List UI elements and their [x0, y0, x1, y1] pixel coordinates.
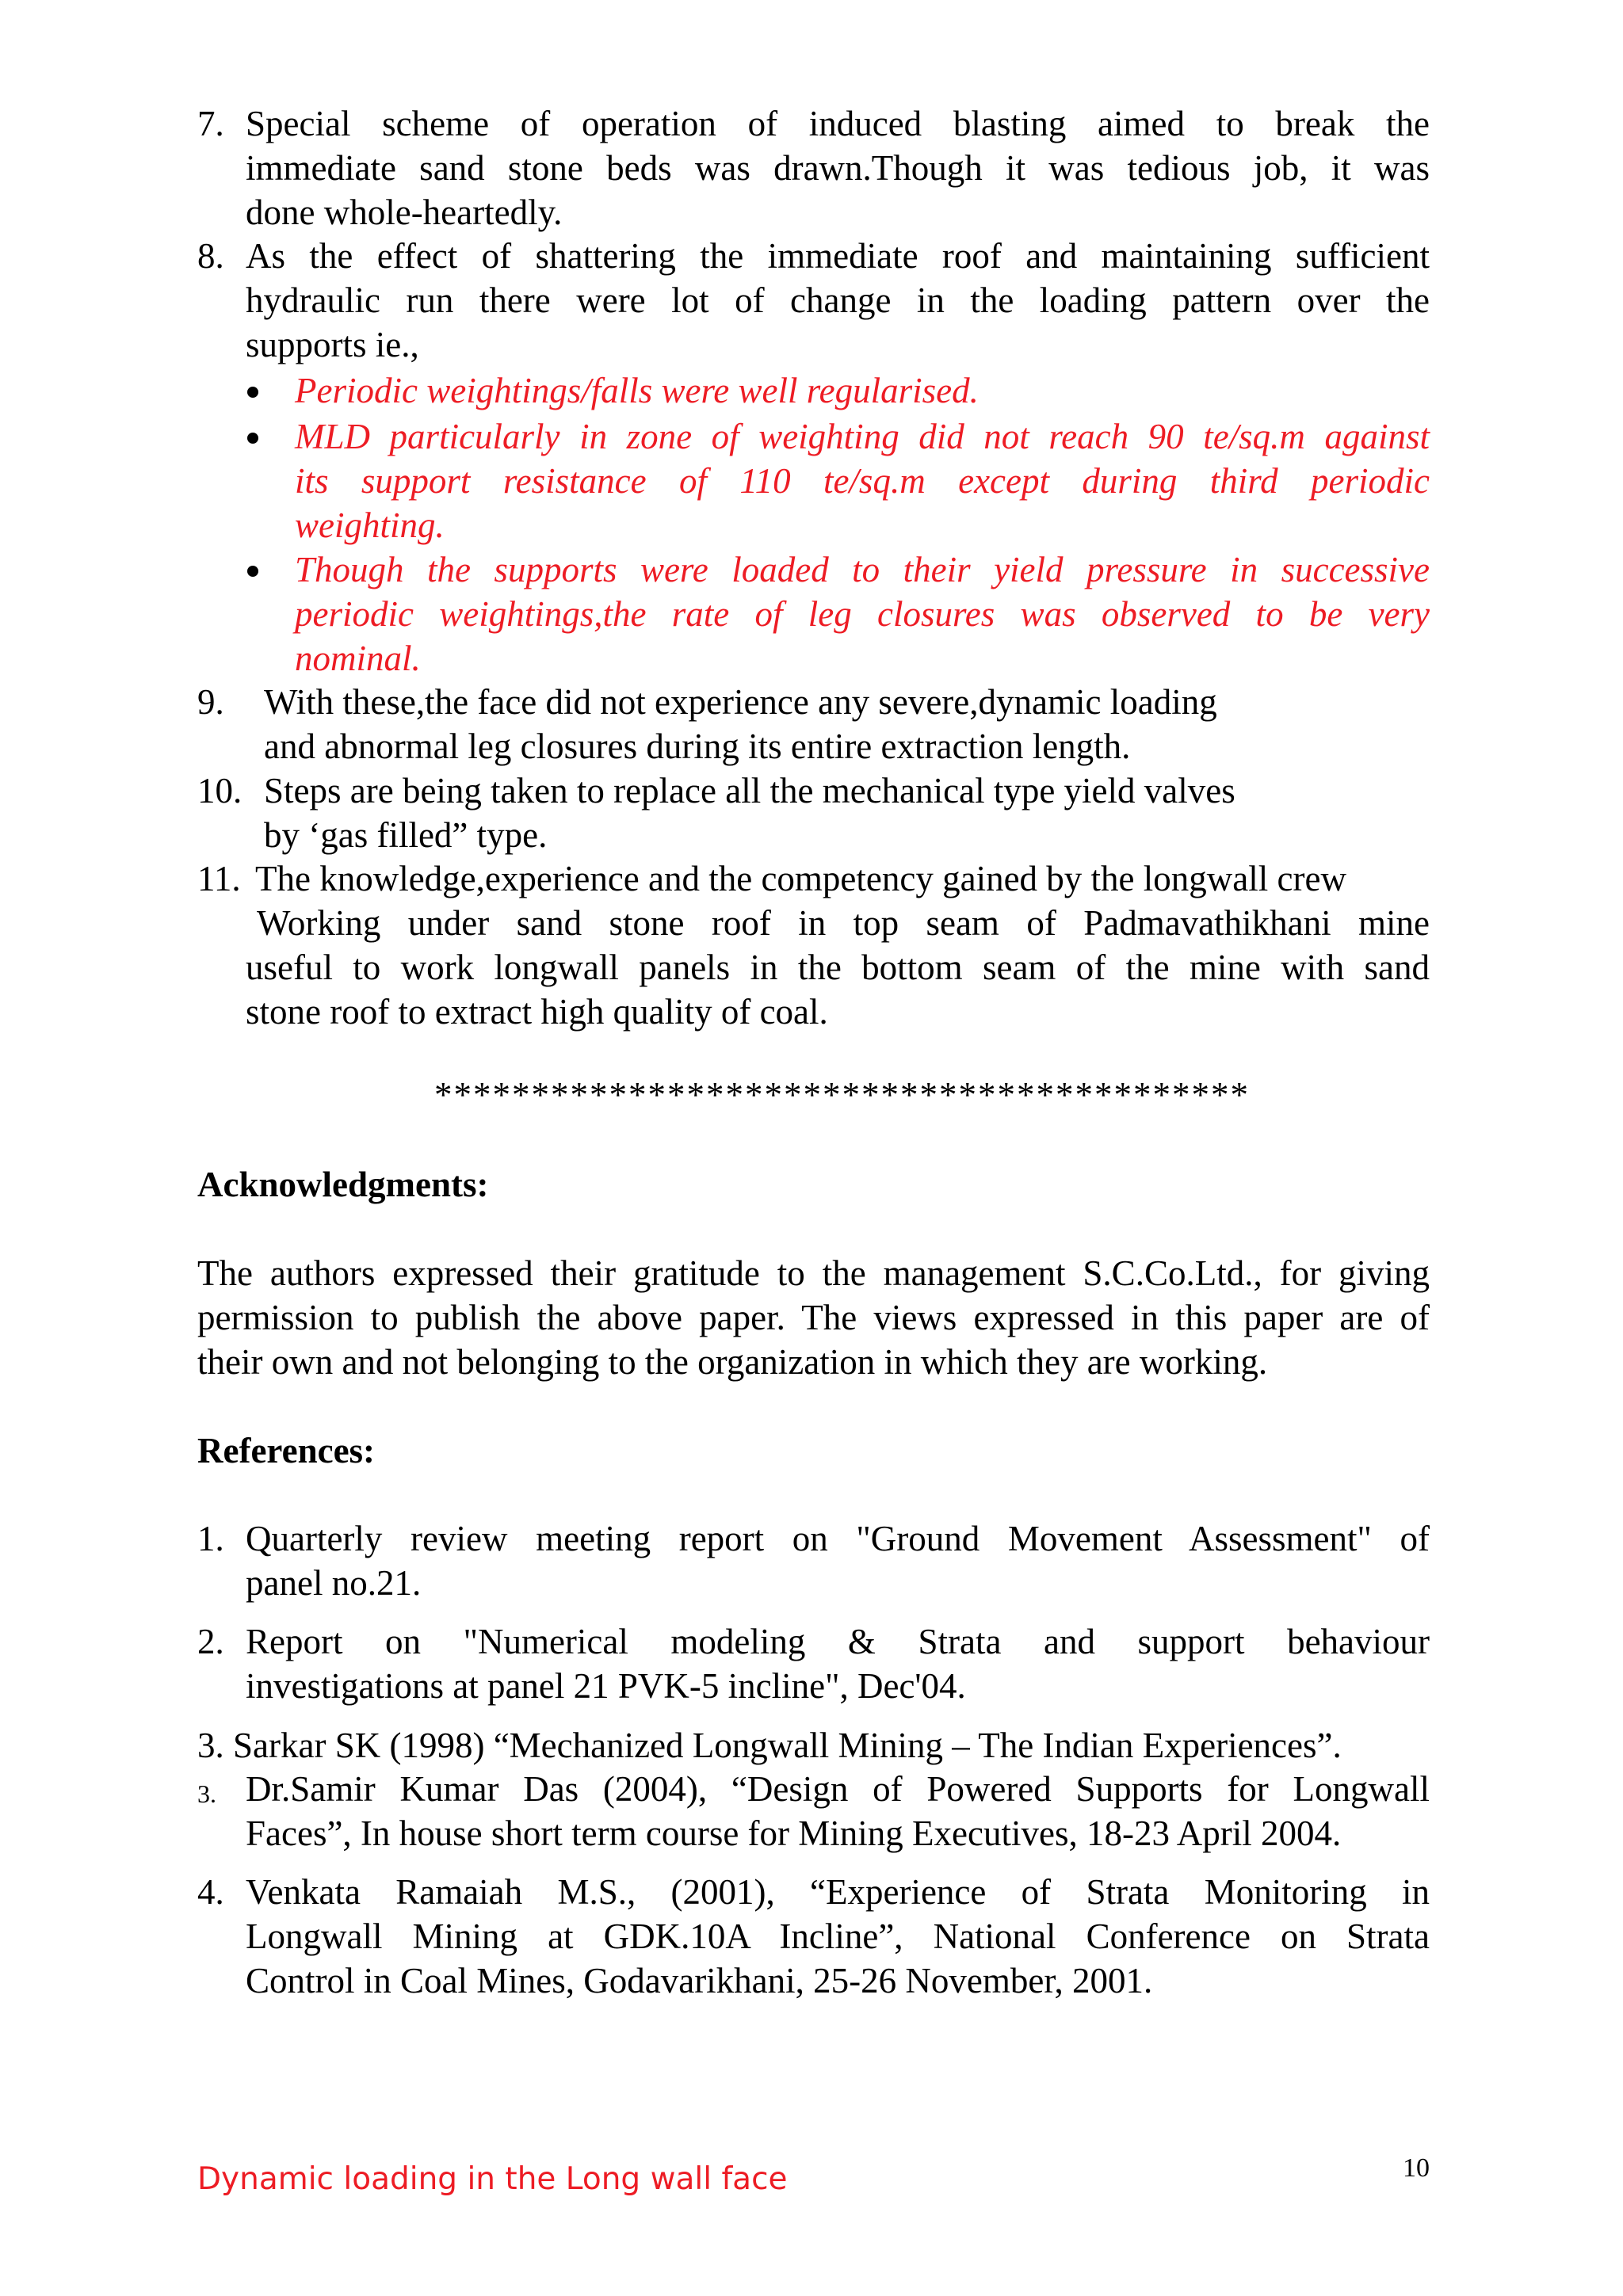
references-heading: References: — [197, 1431, 376, 1470]
bullet-text: periodic weightings,the rate of leg closures was observed to be very — [295, 594, 1430, 634]
bullet-text: Though the supports were loaded to their yield pressure in successive — [295, 550, 1430, 589]
acknowledgments-text: The authors expressed their gratitude to the management S.C.Co.Ltd., for giving — [197, 1253, 1430, 1293]
list-item-text: and abnormal leg closures during its entire extraction length. — [264, 727, 1131, 766]
reference-number: 3. — [197, 1779, 216, 1808]
list-item-text: useful to work longwall panels in the bottom seam of the mine with sand — [246, 948, 1430, 987]
bullet-icon — [247, 387, 258, 398]
reference-text: Venkata Ramaiah M.S., (2001), “Experience of Strata Monitoring in — [246, 1872, 1430, 1912]
footer-title: Dynamic loading in the Long wall face — [197, 2161, 788, 2197]
list-item-text: by ‘gas filled” type. — [264, 815, 548, 855]
reference-item: 3. Sarkar SK (1998) “Mechanized Longwall Mining – The Indian Experiences”. — [197, 1726, 1342, 1765]
reference-text: Control in Coal Mines, Godavarikhani, 25-26 November, 2001. — [246, 1961, 1153, 2000]
reference-text: Faces”, In house short term course for Mining Executives, 18-23 April 2004. — [246, 1814, 1342, 1853]
list-item-text: With these,the face did not experience any severe,dynamic loading — [264, 682, 1217, 722]
section-separator: ****************************************** — [434, 1075, 1250, 1115]
acknowledgments-text: permission to publish the above paper. The views expressed in this paper are of — [197, 1298, 1430, 1337]
list-number: 7. — [197, 104, 224, 143]
list-item-text: done whole-heartedly. — [246, 193, 563, 232]
reference-text: Longwall Mining at GDK.10A Incline”, National Conference on Strata — [246, 1917, 1430, 1956]
acknowledgments-text: their own and not belonging to the organization in which they are working. — [197, 1342, 1268, 1382]
bullet-text: nominal. — [295, 639, 421, 678]
list-number: 11. — [197, 859, 241, 898]
reference-text: Report on "Numerical modeling & Strata and support behaviour — [246, 1622, 1430, 1661]
bullet-icon — [247, 433, 258, 444]
list-item-text: The knowledge,experience and the competency gained by the longwall crew — [255, 859, 1346, 898]
list-item-text: Working under sand stone roof in top seam of Padmavathikhani mine — [257, 903, 1430, 943]
reference-text: Quarterly review meeting report on "Ground Movement Assessment" of — [246, 1519, 1430, 1558]
bullet-text: MLD particularly in zone of weighting did not reach 90 te/sq.m against — [295, 417, 1430, 456]
list-item-text: immediate sand stone beds was drawn.Though it was tedious job, it was — [246, 148, 1430, 188]
reference-number: 2. — [197, 1622, 224, 1661]
reference-number: 4. — [197, 1872, 224, 1912]
list-item-text: Special scheme of operation of induced blasting aimed to break the — [246, 104, 1430, 143]
list-item-text: As the effect of shattering the immediate roof and maintaining sufficient — [246, 236, 1430, 276]
page-number: 10 — [1403, 2153, 1430, 2183]
acknowledgments-heading: Acknowledgments: — [197, 1165, 489, 1204]
list-item-text: Steps are being taken to replace all the mechanical type yield valves — [264, 771, 1235, 810]
list-item-text: stone roof to extract high quality of coal. — [246, 992, 828, 1032]
reference-number: 1. — [197, 1519, 224, 1558]
list-number: 9. — [197, 682, 224, 722]
reference-text: investigations at panel 21 PVK-5 incline", Dec'04. — [246, 1666, 966, 1706]
list-item-text: supports ie., — [246, 325, 419, 364]
bullet-text: Periodic weightings/falls were well regularised. — [295, 371, 979, 410]
bullet-icon — [247, 566, 258, 577]
bullet-text: weighting. — [295, 505, 445, 545]
reference-text: Dr.Samir Kumar Das (2004), “Design of Powered Supports for Longwall — [246, 1769, 1430, 1809]
bullet-text: its support resistance of 110 te/sq.m except during third periodic — [295, 461, 1430, 501]
list-item-text: hydraulic run there were lot of change in the loading pattern over the — [246, 280, 1430, 320]
reference-text: panel no.21. — [246, 1563, 422, 1603]
list-number: 8. — [197, 236, 224, 276]
list-number: 10. — [197, 771, 242, 810]
